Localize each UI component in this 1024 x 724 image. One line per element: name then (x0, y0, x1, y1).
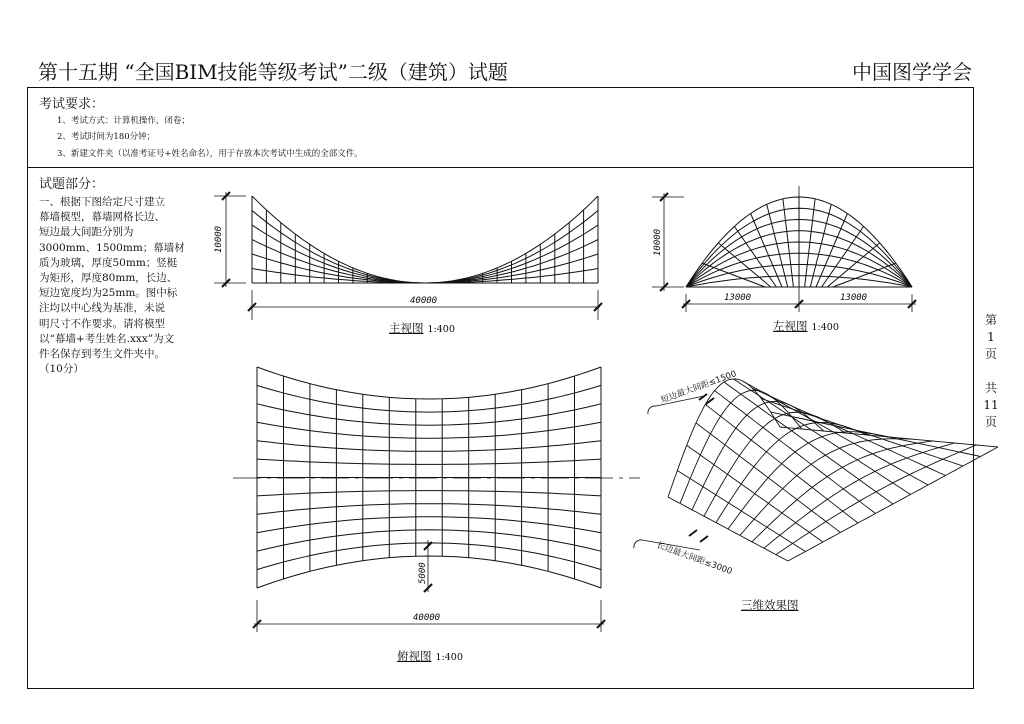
question-line: 为矩形，厚度80mm，长边、 (39, 272, 178, 285)
front-grid-arc (252, 240, 598, 284)
question-line: （10分） (39, 363, 84, 376)
question-line: 3000mm、1500mm；幕墙材 (39, 241, 185, 254)
top-grid-transom (257, 530, 601, 551)
iso-grid-line (677, 471, 805, 552)
iso-grid-line (752, 388, 946, 476)
short-spacing-note: 短边最大间距≤1500 (659, 369, 738, 406)
long-spacing-note: 长边最大间距≤3000 (654, 540, 734, 578)
front-grid-arc (252, 225, 598, 283)
page-number: 1 (987, 330, 995, 344)
front-grid-arc (252, 269, 598, 284)
iso-grid-line (705, 404, 858, 523)
caption-scale: 1:400 (435, 652, 463, 663)
left-grid-rib (816, 214, 847, 288)
page-label: 页 (984, 347, 997, 361)
left-grid-rib (833, 263, 896, 287)
top-view-caption (397, 648, 463, 664)
iso-grid-line (724, 382, 893, 504)
iso-grid-line (715, 391, 876, 514)
left-grid-rib (751, 214, 782, 288)
caption-title: 俯视图 (397, 649, 432, 663)
front-grid-arc (252, 196, 598, 283)
front-width-label: 40000 (410, 296, 438, 306)
requirement-item: 1、考试方式：计算机操作，闭卷； (57, 116, 190, 126)
iso-grid-line (780, 427, 998, 447)
left-dim-right-label: 13000 (840, 293, 868, 303)
question-line: 一、根据下图给定尺寸建立 (39, 196, 165, 208)
page-indicator (981, 312, 1001, 431)
front-grid-arc (252, 254, 598, 283)
requirement-item: 3、新建文件夹（以准考证号+姓名命名），用于存放本次考试中生成的全部文件。 (57, 149, 363, 159)
question-line: 以“幕墙+考生姓名.xxx”为文 (39, 332, 175, 345)
question-line: 明尺寸不作要求。请将模型 (39, 317, 165, 330)
iso-grid-line (696, 423, 840, 533)
front-view-caption (389, 320, 455, 336)
iso-grid-line (716, 422, 867, 522)
page-label: 共 (984, 381, 997, 395)
top-grid-transom (257, 504, 601, 515)
top-grid-transom (257, 459, 601, 464)
iso-grid-line (761, 399, 963, 466)
top-view-drawing (233, 367, 640, 632)
requirement-item: 2、考试时间为180分钟； (57, 132, 156, 142)
iso-grid-line (776, 445, 976, 555)
question-line: 幕墙模型，幕墙网格长边、 (39, 211, 165, 224)
caption-scale: 1:400 (427, 324, 455, 335)
question-line: 注均以中心线为基准，未说 (39, 302, 165, 315)
question-line: 短边宽度均为25mm。图中标 (39, 287, 178, 300)
left-grid-rib (702, 263, 765, 287)
page-label: 页 (984, 415, 997, 429)
iso-grid-line (728, 432, 889, 529)
iso-view-drawing (634, 368, 998, 577)
question-line: 件名保存到考生文件夹中。 (39, 348, 165, 361)
front-view-drawing (214, 192, 602, 320)
iso-grid-line (680, 390, 802, 503)
front-grid-arc (252, 211, 598, 284)
top-grid-transom (257, 517, 601, 533)
top-grid-transom (257, 404, 601, 425)
left-height-label: 10000 (653, 228, 663, 256)
long-spacing-marker (634, 540, 642, 548)
organization-name: 中国图学学会 (852, 60, 972, 84)
top-grid-transom (257, 556, 601, 588)
top-depth-label: 5000 (418, 562, 428, 584)
front-height-label: 10000 (214, 225, 224, 253)
left-view-caption (773, 318, 839, 334)
exam-title: 第十五期 “全国BIM技能等级考试”二级（建筑）试题 (38, 60, 508, 84)
iso-grid-line (771, 412, 981, 456)
page-label: 第 (984, 313, 997, 327)
iso-view-caption (741, 597, 799, 613)
iso-grid-line (687, 445, 823, 542)
left-dim-left-label: 13000 (724, 293, 752, 303)
question-line: 质为玻璃，厚度50mm；竖梃 (39, 256, 178, 269)
caption-title: 主视图 (389, 321, 424, 335)
requirements-title: 考试要求： (39, 97, 105, 112)
caption-scale: 1:400 (811, 322, 839, 333)
caption-title: 三维效果图 (741, 598, 799, 612)
short-spacing-marker (648, 406, 656, 414)
top-width-label: 40000 (413, 613, 441, 623)
question-line: 短边最大间距分别为 (39, 226, 134, 239)
page-total: 11 (983, 398, 999, 412)
top-grid-transom (257, 491, 601, 496)
top-grid-transom (257, 367, 601, 399)
caption-title: 左视图 (773, 319, 808, 333)
top-grid-transom (257, 441, 601, 452)
questions-title: 试题部分： (39, 177, 105, 192)
left-view-drawing (652, 186, 916, 312)
